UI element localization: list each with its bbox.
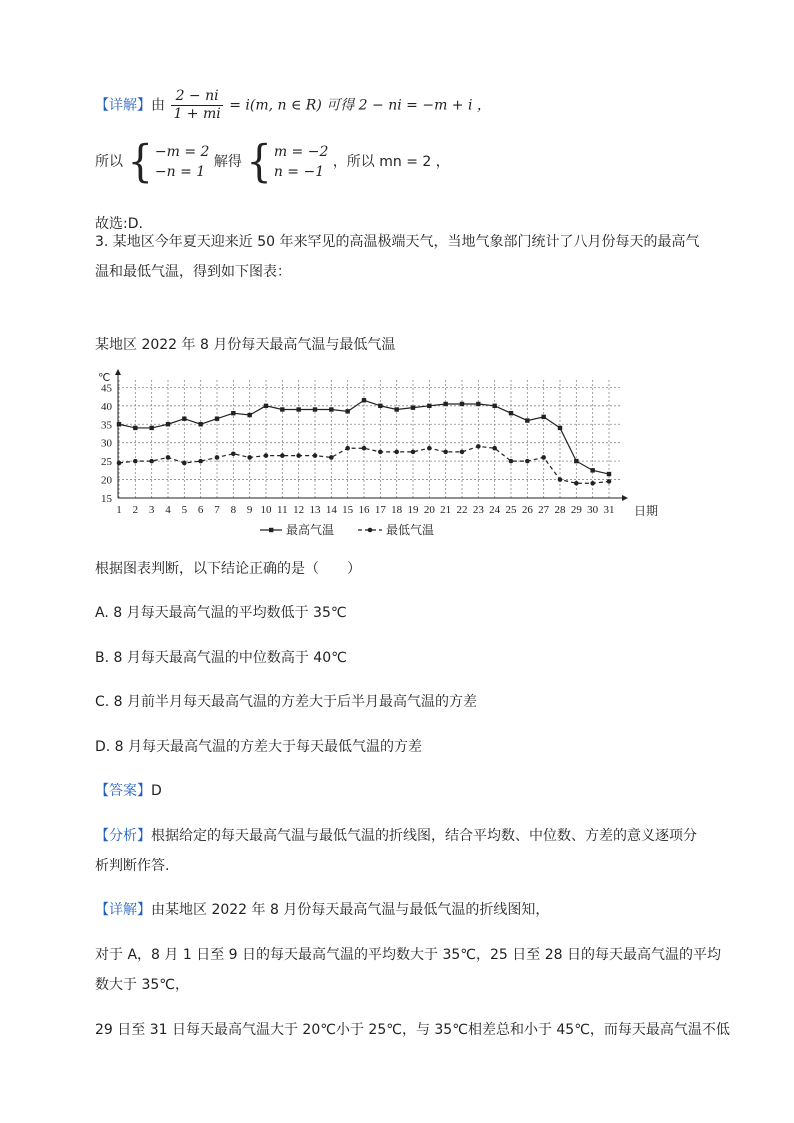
y-axis-label: ℃ bbox=[98, 372, 111, 384]
temperature-line-chart bbox=[88, 368, 659, 546]
chart-title: 某地区 2022 年 8 月份每天最高气温与最低气温 bbox=[95, 337, 396, 353]
low-temp-point bbox=[313, 453, 318, 458]
x-axis-label: 日期 bbox=[634, 504, 659, 518]
high-temp-point bbox=[329, 407, 333, 411]
x-tick-label: 22 bbox=[456, 504, 468, 516]
high-temp-point bbox=[378, 404, 382, 408]
para-a-line-1: 对于 A，8 月 1 日至 9 日的每天最高气温的平均数大于 35℃，25 日至 28 日的每天最高气温的平均 bbox=[95, 947, 721, 963]
high-temp-point bbox=[362, 398, 366, 402]
line2-prefix: 所以 bbox=[95, 154, 123, 170]
low-temp-point bbox=[590, 481, 595, 486]
low-temp-point bbox=[443, 450, 448, 455]
low-temp-point bbox=[362, 446, 367, 451]
y-tick-label: 45 bbox=[101, 382, 112, 395]
low-temp-point bbox=[411, 450, 416, 455]
x-tick-label: 16 bbox=[358, 504, 370, 516]
high-temp-point bbox=[313, 407, 317, 411]
line2-suffix: ，所以 mn = 2 ， bbox=[332, 154, 450, 170]
detail2-tag: 【详解】 bbox=[95, 902, 151, 918]
legend-label-high: 最高气温 bbox=[286, 523, 335, 537]
low-temp-point bbox=[149, 459, 154, 464]
x-tick-label: 31 bbox=[603, 504, 615, 516]
low-temp-point bbox=[117, 461, 122, 466]
y-tick-label: 20 bbox=[101, 474, 112, 487]
x-tick-label: 6 bbox=[197, 504, 204, 516]
x-tick-label: 19 bbox=[407, 504, 419, 516]
x-tick-label: 10 bbox=[260, 504, 272, 516]
detail2-line bbox=[95, 900, 549, 920]
x-tick-label: 9 bbox=[246, 504, 253, 516]
x-tick-label: 18 bbox=[391, 504, 403, 516]
high-temp-point bbox=[182, 417, 186, 421]
low-temp-point bbox=[247, 455, 252, 460]
x-tick-label: 3 bbox=[148, 504, 155, 516]
low-temp-point bbox=[476, 444, 481, 449]
x-tick-label: 30 bbox=[587, 504, 599, 516]
left-brace-icon: { bbox=[246, 136, 272, 188]
high-temp-point bbox=[247, 413, 251, 417]
line1-equation: = i(m, n ∈ R) 可得 2 − ni = −m + i ， bbox=[229, 97, 491, 114]
x-tick-label: 4 bbox=[165, 504, 171, 516]
y-axis-arrow-icon bbox=[115, 369, 121, 375]
low-temp-point bbox=[394, 450, 399, 455]
x-tick-label: 26 bbox=[521, 504, 533, 516]
x-tick-label: 13 bbox=[309, 504, 321, 516]
answer-tag: 【答案】 bbox=[95, 783, 151, 799]
system2-eq-b: n = −1 bbox=[273, 164, 325, 180]
answer-line bbox=[95, 781, 162, 801]
high-temp-point bbox=[574, 459, 578, 463]
x-tick-label: 12 bbox=[293, 504, 305, 516]
x-tick-label: 29 bbox=[570, 504, 582, 516]
option-c: C. 8 月前半月每天最高气温的方差大于后半月最高气温的方差 bbox=[95, 694, 478, 710]
low-temp-point bbox=[345, 446, 350, 451]
detail-line-2 bbox=[95, 136, 450, 188]
high-temp-point bbox=[264, 404, 268, 408]
x-tick-label: 11 bbox=[277, 504, 288, 516]
answer-value: D bbox=[151, 783, 162, 799]
option-b: B. 8 月每天最高气温的中位数高于 40℃ bbox=[95, 650, 347, 666]
x-tick-label: 14 bbox=[325, 504, 337, 516]
low-temp-point bbox=[215, 455, 220, 460]
equation-system-2 bbox=[246, 136, 329, 188]
x-tick-label: 2 bbox=[132, 504, 139, 516]
line2-mid: 解得 bbox=[213, 154, 242, 170]
legend-marker-high bbox=[269, 528, 273, 532]
low-temp-point bbox=[198, 459, 203, 464]
high-temp-point bbox=[215, 417, 219, 421]
left-brace-icon: { bbox=[127, 136, 153, 188]
low-temp-point bbox=[280, 453, 285, 458]
x-tick-label: 27 bbox=[538, 504, 550, 516]
x-tick-label: 17 bbox=[374, 504, 386, 516]
low-temp-point bbox=[558, 477, 563, 482]
low-temp-point bbox=[329, 455, 334, 460]
fraction-numerator: 2 − ni bbox=[171, 88, 222, 106]
high-temp-point bbox=[296, 407, 300, 411]
x-tick-label: 24 bbox=[489, 504, 501, 516]
low-temp-point bbox=[541, 455, 546, 460]
choose-d: 故选:D. bbox=[95, 216, 143, 232]
high-temp-point bbox=[411, 405, 415, 409]
low-temp-point bbox=[460, 450, 465, 455]
low-temp-point bbox=[264, 453, 269, 458]
x-tick-label: 20 bbox=[423, 504, 435, 516]
y-tick-label: 25 bbox=[101, 456, 112, 469]
low-temp-point bbox=[427, 446, 432, 451]
high-temp-point bbox=[590, 468, 594, 472]
low-temp-point bbox=[574, 481, 579, 486]
y-tick-label: 30 bbox=[101, 437, 112, 450]
question-3-line-1: 3. 某地区今年夏天迎来近 50 年来罕见的高温极端天气，当地气象部门统计了八月份每天的最高气 bbox=[95, 234, 700, 250]
analysis-line-2: 析判断作答. bbox=[95, 858, 170, 874]
x-tick-label: 5 bbox=[181, 504, 188, 516]
detail-tag: 【详解】 bbox=[95, 97, 151, 114]
x-tick-label: 8 bbox=[230, 504, 237, 516]
high-temp-point bbox=[492, 404, 496, 408]
x-tick-label: 1 bbox=[116, 504, 122, 516]
low-temp-point bbox=[525, 459, 530, 464]
question-3-line-2: 温和最低气温，得到如下图表： bbox=[95, 264, 291, 280]
low-temp-point bbox=[231, 451, 236, 456]
x-axis-arrow-icon bbox=[622, 495, 628, 501]
low-temp-point bbox=[296, 453, 301, 458]
high-temp-point bbox=[117, 422, 121, 426]
high-temp-point bbox=[541, 415, 545, 419]
question-3-prompt: 根据图表判断，以下结论正确的是（ ） bbox=[95, 561, 361, 577]
system2-eq-a: m = −2 bbox=[273, 144, 329, 160]
system1-eq-b: −n = 1 bbox=[154, 164, 206, 180]
x-tick-label: 23 bbox=[472, 504, 484, 516]
low-temp-point bbox=[182, 461, 187, 466]
high-temp-point bbox=[558, 426, 562, 430]
high-temp-point bbox=[476, 402, 480, 406]
equation-system-1 bbox=[127, 136, 210, 188]
high-temp-point bbox=[509, 411, 513, 415]
high-temp-point bbox=[460, 402, 464, 406]
x-tick-label: 7 bbox=[214, 504, 220, 516]
low-temp-point bbox=[492, 446, 497, 451]
low-temp-point bbox=[378, 450, 383, 455]
analysis-text-1: 根据给定的每天最高气温与最低气温的折线图，结合平均数、中位数、方差的意义逐项分 bbox=[151, 828, 697, 844]
detail-line-1 bbox=[95, 88, 491, 123]
fraction-denominator: 1 + mi bbox=[173, 106, 221, 122]
line1-prefix: 由 bbox=[151, 97, 165, 114]
y-tick-label: 40 bbox=[101, 400, 112, 413]
low-temp-point bbox=[166, 455, 171, 460]
para-a-line-2: 数大于 35℃， bbox=[95, 977, 189, 993]
y-tick-label: 15 bbox=[101, 493, 112, 505]
high-temp-point bbox=[427, 404, 431, 408]
x-tick-label: 21 bbox=[440, 504, 452, 516]
high-temp-point bbox=[133, 426, 137, 430]
analysis-tag: 【分析】 bbox=[95, 828, 151, 844]
legend-marker-low bbox=[368, 528, 373, 533]
high-temp-point bbox=[231, 411, 235, 415]
legend-label-low: 最低气温 bbox=[386, 523, 435, 537]
option-d: D. 8 月每天最高气温的方差大于每天最低气温的方差 bbox=[95, 739, 423, 755]
low-temp-point bbox=[133, 459, 138, 464]
high-temp-point bbox=[345, 409, 349, 413]
low-temp-point bbox=[509, 459, 514, 464]
high-temp-point bbox=[280, 407, 284, 411]
high-temp-point bbox=[525, 418, 529, 422]
analysis-line-1 bbox=[95, 826, 697, 846]
low-temp-point bbox=[607, 479, 612, 484]
high-temp-point bbox=[394, 407, 398, 411]
x-tick-label: 28 bbox=[554, 504, 566, 516]
high-temp-point bbox=[149, 426, 153, 430]
system1-eq-a: −m = 2 bbox=[154, 144, 210, 160]
high-temp-point bbox=[198, 422, 202, 426]
fraction bbox=[171, 88, 222, 123]
option-a: A. 8 月每天最高气温的平均数低于 35℃ bbox=[95, 605, 347, 621]
x-tick-label: 25 bbox=[505, 504, 517, 516]
para-a-line-3: 29 日至 31 日每天最高气温大于 20℃小于 25℃，与 35℃相差总和小于 45℃，而每天最高气温不低 bbox=[95, 1022, 730, 1038]
y-tick-label: 35 bbox=[101, 419, 112, 432]
x-tick-label: 15 bbox=[342, 504, 354, 516]
high-temp-point bbox=[443, 402, 447, 406]
high-temp-point bbox=[607, 472, 611, 476]
detail2-text: 由某地区 2022 年 8 月份每天最高气温与最低气温的折线图知， bbox=[151, 902, 550, 918]
high-temp-point bbox=[166, 422, 170, 426]
